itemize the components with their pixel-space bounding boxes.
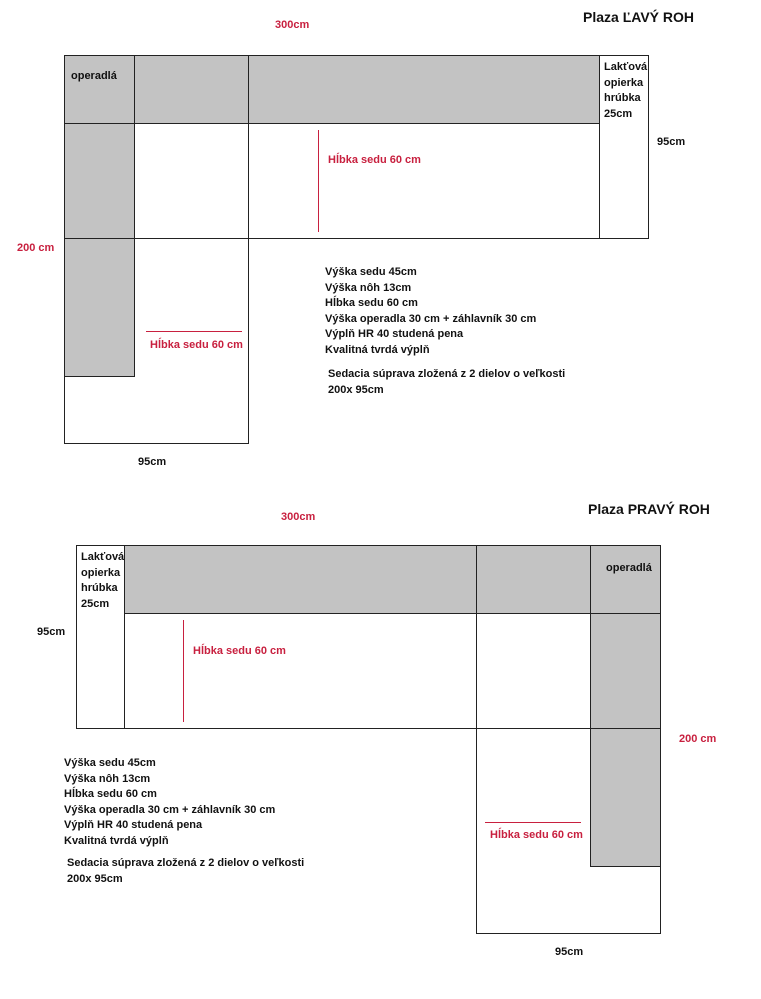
left-backrest-side-lower (64, 238, 135, 377)
right-backrest-corner (590, 545, 661, 614)
right-backrest-side-lower (590, 728, 661, 867)
right-depth-label-bottom: Hĺbka sedu 60 cm (490, 829, 583, 841)
left-depth-label-top: Hĺbka sedu 60 cm (328, 154, 421, 166)
right-dim-left: 95cm (37, 626, 66, 638)
left-backrest-middle (134, 55, 249, 124)
left-title: Plaza ĽAVÝ ROH (583, 9, 694, 25)
left-depth-marker-vertical (318, 130, 319, 232)
left-backrest-label: operadlá (71, 70, 117, 82)
left-backrest-long (248, 55, 600, 124)
right-title: Plaza PRAVÝ ROH (588, 501, 710, 517)
left-backrest-corner (64, 55, 135, 124)
right-dim-right: 200 cm (679, 733, 717, 745)
left-depth-marker-horizontal (146, 331, 242, 332)
right-backrest-long (124, 545, 477, 614)
left-dim-top: 300cm (275, 19, 310, 31)
right-specs: Výška sedu 45cm Výška nôh 13cm Hĺbka sedu 60 cm Výška operadla 30 cm + záhlavník 30 cm Výplň HR 40 studená pena Kvalitná tvrdá výplň (64, 757, 276, 847)
right-backrest-middle (476, 545, 591, 614)
right-dim-bottom: 95cm (555, 946, 584, 958)
left-dim-left: 200 cm (17, 242, 55, 254)
right-depth-marker-vertical (183, 620, 184, 722)
right-dim-top: 300cm (281, 511, 316, 523)
right-note: Sedacia súprava zložená z 2 dielov o veľkosti 200x 95cm (67, 857, 305, 885)
right-backrest-side-upper (590, 613, 661, 729)
left-specs: Výška sedu 45cm Výška nôh 13cm Hĺbka sedu 60 cm Výška operadla 30 cm + záhlavník 30 cm Výplň HR 40 studená pena Kvalitná tvrdá výplň (325, 266, 537, 356)
left-dim-right: 95cm (657, 136, 686, 148)
right-backrest-label: operadlá (606, 562, 652, 574)
right-depth-label-top: Hĺbka sedu 60 cm (193, 645, 286, 657)
left-note: Sedacia súprava zložená z 2 dielov o veľkosti 200x 95cm (328, 368, 566, 396)
right-depth-marker-horizontal (485, 822, 581, 823)
left-depth-label-bottom: Hĺbka sedu 60 cm (150, 339, 243, 351)
left-armrest-label: Lakťová opierka hrúbka 25cm (604, 61, 648, 120)
left-dim-bottom: 95cm (138, 456, 167, 468)
left-backrest-side-upper (64, 123, 135, 239)
right-armrest-label: Lakťová opierka hrúbka 25cm (81, 551, 125, 610)
